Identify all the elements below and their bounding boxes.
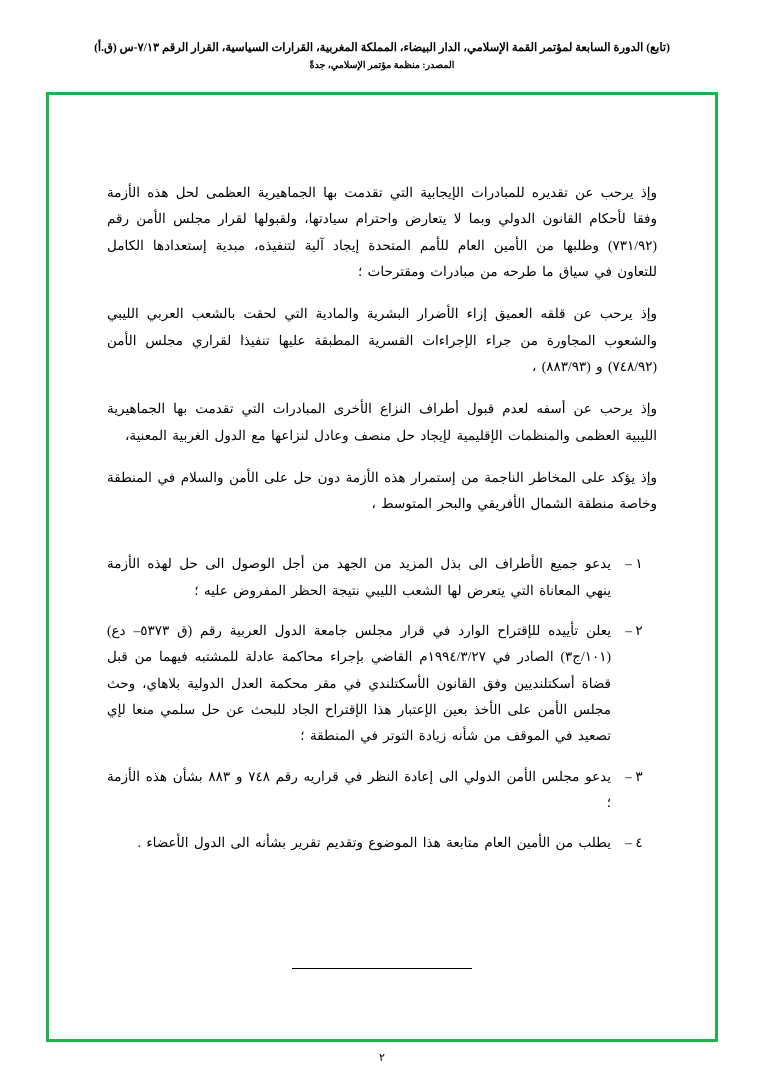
list-item-number: ٤ – [625, 835, 643, 851]
list-item [107, 764, 657, 817]
preamble-section [107, 180, 657, 517]
list-item [107, 551, 657, 604]
list-item-number: ١ – [625, 556, 643, 572]
list-item-number: ٢ – [625, 623, 643, 639]
preamble-paragraph: وإذ يرحب عن تقديره للمبادرات الإيجابية التي تقدمت بها الجماهيرية العظمى لحل هذه الأزمة وفقا لأحكام القانون الدولي وبما لا يتعارض واحترام سيادتها، ولقبولها لقرار مجلس الأمن رقم (٧٣١/٩٢) وطلبها من الأمين العام للأمم المتحدة إيجاد آلية لتنفيذه، مبدية إستعدادها الكامل للتعاون في سياق ما طرحه من مبادرات ومقترحات ؛ [107, 185, 657, 279]
list-item-text: يدعو مجلس الأمن الدولي الى إعادة النظر في قراريه رقم ٧٤٨ و ٨٨٣ بشأن هذه الأزمة ؛ [107, 768, 611, 810]
divider-line [292, 968, 472, 969]
header-title: (تابع) الدورة السابعة لمؤتمر القمة الإسلامي، الدار البيضاء، المملكة المغربية، القرارات السياسية، القرار الرقم ٧/١٣-س (ق.أ) [94, 42, 670, 54]
list-item [107, 830, 657, 856]
preamble-paragraph: وإذ يؤكد على المخاطر الناجمة من إستمرار هذه الأزمة دون حل على الأمن والسلام في المنطقة وخاصة منطقة الشمال الأفريقي والبحر المتوسط ، [107, 469, 657, 512]
list-item [107, 618, 657, 750]
preamble-paragraph: وإذ يرحب عن أسفه لعدم قبول أطراف النزاع الأخرى المبادرات التي تقدمت بها الجماهيرية الليبية العظمى والمنظمات الإقليمية لإيجاد حل منصف وعادل لنزاعها مع الدول الغربية المعنية، [107, 401, 657, 443]
operative-clauses-list [107, 551, 657, 856]
header-source: المصدر: منظمة مؤتمر الإسلامي، جدةّ [309, 61, 455, 72]
list-item-number: ٣ – [625, 768, 643, 784]
list-item-text: يدعو جميع الأطراف الى بذل المزيد من الجهد من أجل الوصول الى حل لهذه الأزمة ينهي المعاناة التي يتعرض لها الشعب الليبي نتيجة الحظر المفروض عليه ؛ [107, 556, 611, 598]
green-border-frame [46, 92, 718, 1042]
page-number: ٢ [379, 1052, 385, 1064]
list-item-text: يعلن تأييده للإقتراح الوارد في قرار مجلس جامعة الدول العربية رقم (ق ٥٣٧٣– دع) (١٠١/ج٣) الصادر في ١٩٩٤/٣/٢٧م القاضي بإجراء محاكمة عادلة للمشتبه فيهما من قبل قضاة أسكتلنديين وفق القانون الأسكتلندي في مقر محكمة العدل الدولية بلاهاي، وحث مجلس الأمن على الأخذ بعين الإعتبار هذا الإقتراح الجاد للبحث عن حل سلمي منعا لإي تصعيد في الموقف من شأنه زيادة التوتر في المنطقة ؛ [107, 623, 611, 744]
preamble-paragraph: وإذ يرحب عن قلقه العميق إزاء الأضرار البشرية والمادية التي لحقت بالشعب العربي الليبي والشعوب المجاورة من جراء الإجراءات القسرية المطبقة عليها تنفيذا لقراري مجلس الأمن (٧٤٨/٩٢) و (٨٨٣/٩٣) ، [107, 306, 657, 374]
list-item-text: يطلب من الأمين العام متابعة هذا الموضوع وتقديم تقرير بشأنه الى الدول الأعضاء . [137, 835, 611, 851]
document-body [107, 180, 657, 871]
horizontal-divider [49, 968, 715, 969]
document-header [60, 40, 704, 74]
